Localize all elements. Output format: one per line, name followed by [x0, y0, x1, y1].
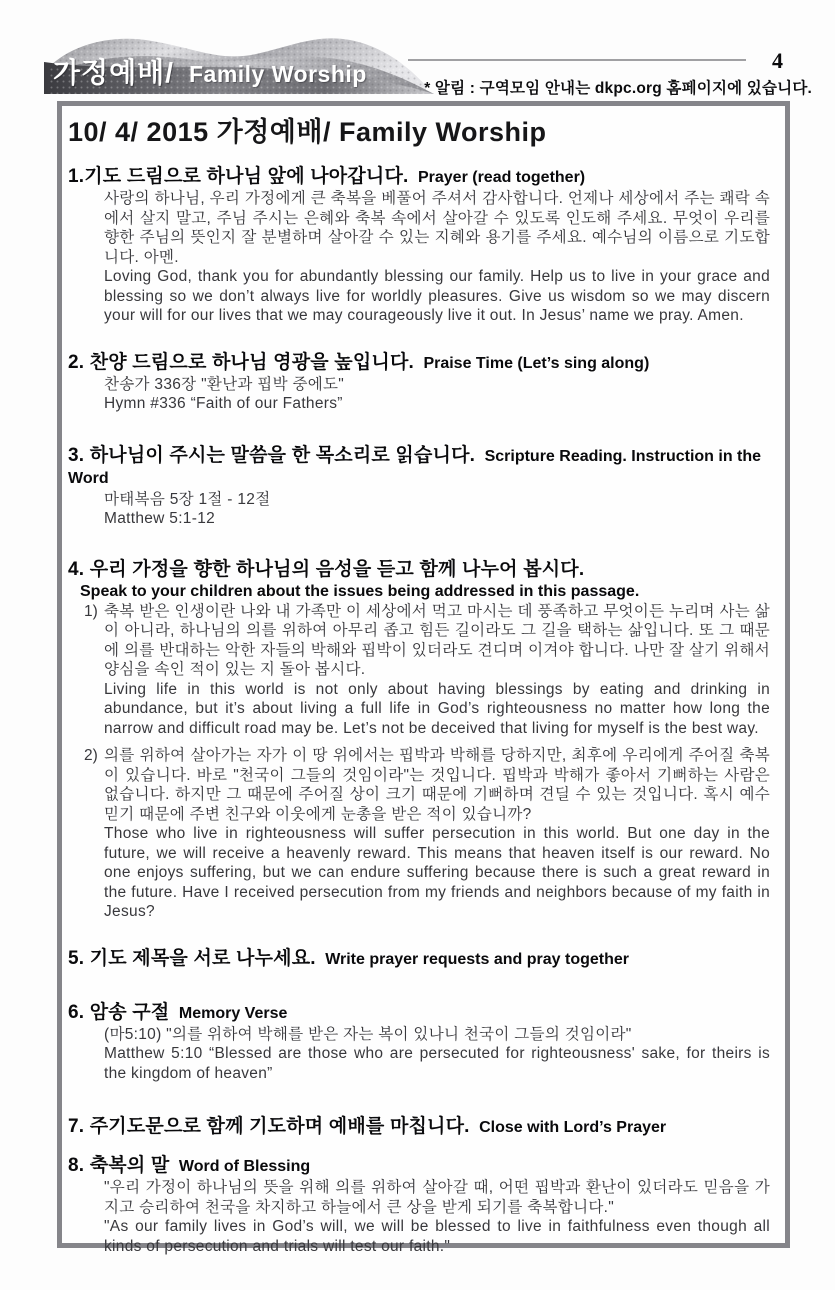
discussion-item-2 — [68, 746, 770, 922]
scripture-reference-korean: 마태복음 5장 1절 - 12절 — [104, 490, 271, 508]
item-1-korean: 축복 받은 인생이란 나와 내 가족만 이 세상에서 먹고 마시는 데 풍족하고 무엇이든 누리며 사는 삶이 아니라, 하나님의 의를 위하여 아무리 좁고 힘든 길이라도 그 길을 택하는 삶입니다. 또 그 때문에 의를 반대하는 악한 자들의 박해와 핍박이 있더라도 견디며 이겨야 합니다. 나만 잘 살기 위해서 양심을 속인 적이 있는 지 돌아 봅시다. — [104, 602, 770, 678]
section-1-heading-en: Prayer (read together) — [417, 169, 586, 186]
section-4-sharing — [68, 559, 770, 922]
worship-order-box — [57, 101, 790, 1255]
section-8-blessing — [68, 1155, 770, 1256]
worship-title: 10/ 4/ 2015 가정예배/ Family Worship — [68, 117, 547, 147]
section-5-heading — [68, 948, 770, 971]
section-1-prayer-korean: 사랑의 하나님, 우리 가정에게 큰 축복을 베풀어 주셔서 감사합니다. 언제나 세상에서 주는 쾌락 속에서 살지 말고, 주님 주시는 은혜와 축복 속에서 살아갈 수 있도록 인도해 주세요. 무엇이 우리를 향한 주님의 뜻인지 잘 분별하며 살아갈 수 있는 지혜와 용기를 주세요. 예수님의 이름으로 기도합니다. 아멘. — [104, 190, 770, 266]
item-1-marker: 1) — [84, 602, 98, 620]
section-8-heading — [68, 1155, 770, 1178]
section-3-scripture — [68, 445, 770, 529]
item-2-english: Those who live in righteousness will suffer persecution in this world. But one day in the future, we will receive a heavenly reward. This means that heaven itself is our reward. No one enjoys suffering, but we can endure suffering because there is such a great reward in the future. Have I received persecution from my friends and neighbors because of my faith in Jesus? — [104, 825, 770, 920]
section-6-heading-ko: 6. 암송 구절 — [68, 1001, 170, 1023]
section-6-heading — [68, 1002, 770, 1025]
section-5-heading-ko: 5. 기도 제목을 서로 나누세요. — [68, 947, 316, 969]
page-number: 4 — [772, 48, 783, 73]
section-4-subheading-en: Speak to your children about the issues being addressed in this passage. — [80, 582, 640, 600]
header-divider — [408, 59, 746, 61]
section-2-heading — [68, 352, 770, 375]
header-banner — [44, 32, 434, 94]
section-6-heading-en: Memory Verse — [178, 1004, 288, 1022]
section-3-heading-en: Scripture Reading. Instruction in the Word — [68, 447, 762, 487]
discussion-item-1 — [68, 602, 770, 739]
hymn-title-english: Hymn #336 “Faith of our Fathers” — [104, 395, 343, 412]
item-2-marker: 2) — [84, 747, 98, 764]
section-7-heading-ko: 7. 주기도문으로 함께 기도하며 예배를 마칩니다. — [68, 1116, 470, 1137]
blessing-english: "As our family lives in God’s will, we will be blessed to live in faithfulness even though all kinds of persecution and trials will test our faith." — [104, 1218, 770, 1255]
section-3-heading — [68, 445, 770, 490]
item-1-english: Living life in this world is not only about having blessings by eating and drinking in abundance, but it’s about living a full life in God’s righteousness no matter how long the narrow and difficult road may be. Let’s not be deceived that living for myself is the best way. — [104, 680, 770, 737]
header-notice: * 알림 : 구역모임 안내는 dkpc.org 홈페이지에 있습니다. — [424, 80, 812, 97]
memory-verse-english: Matthew 5:10 “Blessed are those who are persecuted for righteousness' sake, for theirs is the kingdom of heaven” — [104, 1045, 770, 1082]
section-6-memory-verse — [68, 1002, 770, 1084]
section-1-heading-ko: 1.기도 드림으로 하나님 앞에 나아갑니다. — [68, 166, 409, 187]
section-4-heading-ko: 4. 우리 가정을 향한 하나님의 음성을 듣고 함께 나누어 봅시다. — [68, 558, 585, 580]
section-7-heading-en: Close with Lord’s Prayer — [479, 1119, 667, 1136]
blessing-korean: "우리 가정이 하나님의 뜻을 위해 의를 위하여 살아갈 때, 어떤 핍박과 환난이 있더라도 믿음을 가지고 승리하여 천국을 차지하고 하늘에서 큰 상을 받게 되기를 축복합니다." — [104, 1179, 770, 1216]
section-7-lords-prayer — [68, 1116, 770, 1139]
section-2-heading-en: Praise Time (Let’s sing along) — [423, 354, 650, 372]
section-7-heading — [68, 1116, 770, 1139]
section-1-prayer-english: Loving God, thank you for abundantly blessing our family. Help us to live in your grace and blessing so we don’t always live for worldly pleasures. Give us wisdom so we may discern your will for our lives that we may courageously live it out. In Jesus’ name we pray. Amen. — [104, 268, 770, 324]
scripture-reference-english: Matthew 5:1-12 — [104, 510, 216, 527]
section-3-heading-ko: 3. 하나님이 주시는 말씀을 한 목소리로 읽습니다. — [68, 444, 476, 466]
hymn-title-korean: 찬송가 336장 "환난과 핍박 중에도" — [104, 375, 345, 393]
banner-title-korean: 가정예배/ — [53, 57, 174, 88]
memory-verse-korean: (마5:10) "의를 위하여 박해를 받은 자는 복이 있나니 천국이 그들의 것임이라" — [104, 1025, 632, 1043]
section-8-heading-en: Word of Blessing — [178, 1158, 311, 1175]
section-2-heading-ko: 2. 찬양 드림으로 하나님 영광을 높입니다. — [68, 351, 414, 373]
section-5-heading-en: Write prayer requests and pray together — [325, 950, 629, 968]
section-2-praise — [68, 352, 770, 414]
section-1-heading — [68, 166, 770, 189]
banner-title-english: Family Worship — [188, 61, 367, 87]
section-1-prayer — [68, 166, 770, 326]
item-2-korean: 의를 위하여 살아가는 자가 이 땅 위에서는 핍박과 박해를 당하지만, 최후에 우리에게 주어질 축복이 있습니다. 바로 "천국이 그들의 것임이라"는 것입니다. 핍박과 박해가 좋아서 기뻐하는 사람은 없습니다. 하지만 그 때문에 주어질 상이 크기 때문에 기뻐하며 견딜 수 있는 것입니다. 혹시 예수 믿기 때문에 주변 친구와 이웃에게 눈총을 받은 적이 있습니까? — [104, 747, 770, 823]
banner-title — [53, 51, 367, 91]
section-8-heading-ko: 8. 축복의 말 — [68, 1155, 170, 1176]
section-5-prayer-requests — [68, 948, 770, 971]
section-4-heading — [68, 559, 770, 582]
